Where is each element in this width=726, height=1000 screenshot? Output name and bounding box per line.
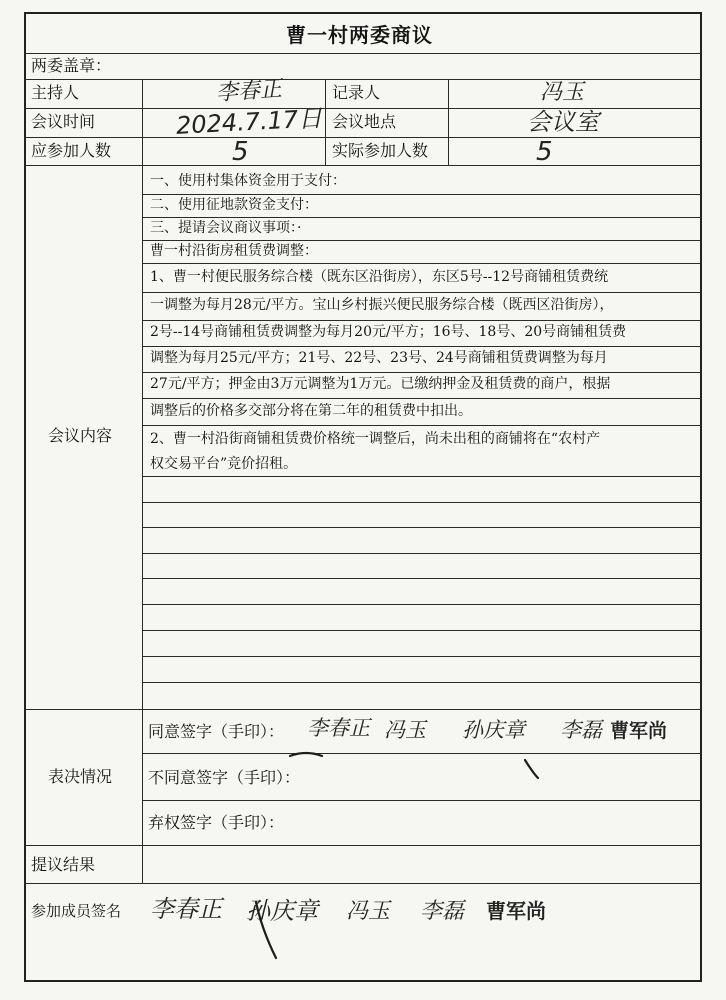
column-divider <box>325 79 326 165</box>
ruled-line <box>142 425 702 426</box>
agree-signature: 李磊 <box>560 718 602 742</box>
content-line: 权交易平台”竞价招租。 <box>150 456 298 472</box>
ruled-line <box>142 527 702 528</box>
ruled-line <box>142 656 702 657</box>
ruled-line <box>142 604 702 605</box>
host-label: 主持人 <box>31 83 80 102</box>
ruled-line <box>142 502 702 503</box>
ruled-line <box>142 346 702 347</box>
vote-label: 表决情况 <box>48 767 113 786</box>
content-line: 27元/平方；押金由3万元调整为1万元。已缴纳押金及租赁费的商户，根据 <box>150 376 611 392</box>
ruled-line <box>142 476 702 477</box>
host-signature: 李春正 <box>215 76 283 107</box>
ruled-line <box>142 753 702 754</box>
ruled-line <box>142 398 702 399</box>
ruled-line <box>142 682 702 683</box>
divider <box>24 53 702 54</box>
divider <box>24 108 702 109</box>
member-signature: 李磊 <box>420 899 465 924</box>
divider <box>24 845 702 846</box>
agree-signature: 李春正 <box>307 716 370 740</box>
member-signature: 冯玉 <box>346 899 391 924</box>
ruled-line <box>142 292 702 293</box>
expected-attendees-value: 5 <box>232 137 249 167</box>
recorder-signature: 冯玉 <box>540 80 585 105</box>
column-divider <box>142 79 143 883</box>
content-line: 一调整为每月28元/平方。宝山乡村振兴便民服务综合楼（既西区沿街房）， <box>150 297 614 313</box>
content-line: 调整为每月25元/平方；21号、22号、23号、24号商铺租赁费调整为每月 <box>150 350 608 366</box>
seal-label: 两委盖章： <box>31 56 112 75</box>
divider <box>24 137 702 138</box>
content-line: 调整后的价格多交部分将在第二年的租赁费中扣出。 <box>150 403 472 419</box>
meeting-time-value: 2024.7.17日 <box>175 104 323 140</box>
member-signature: 李春正 <box>150 895 222 923</box>
ruled-line <box>142 217 702 218</box>
agree-signature: 冯玉 <box>384 718 426 742</box>
ruled-line <box>142 372 702 373</box>
ruled-line <box>142 553 702 554</box>
abstain-label: 弃权签字（手印）： <box>148 813 285 832</box>
meeting-place-value: 会议室 <box>527 108 599 136</box>
content-label: 会议内容 <box>48 426 113 445</box>
divider <box>24 883 702 884</box>
divider <box>24 165 702 166</box>
content-line: 1、曹一村便民服务综合楼（既东区沿街房），东区5号--12号商铺租赁费统 <box>150 269 609 285</box>
recorder-label: 记录人 <box>332 83 381 102</box>
content-line: 2号--14号商铺租赁费调整为每月20元/平方；16号、18号、20号商铺租赁费 <box>150 324 627 340</box>
result-label: 提议结果 <box>31 855 96 874</box>
members-label: 参加成员签名 <box>31 902 122 920</box>
actual-attendees-value: 5 <box>536 137 553 167</box>
disagree-label: 不同意签字（手印）： <box>148 768 301 787</box>
ruled-line <box>142 263 702 264</box>
ruled-line <box>142 240 702 241</box>
ruled-line <box>142 320 702 321</box>
member-signature: 孙庆章 <box>246 897 318 925</box>
divider <box>24 79 702 80</box>
agree-signature: 曹军尚 <box>610 720 668 742</box>
divider <box>24 709 702 710</box>
content-line: 二、使用征地款资金支付： <box>150 197 318 213</box>
ruled-line <box>142 578 702 579</box>
content-line: 一、使用村集体资金用于支付： <box>150 173 346 189</box>
agree-signature: 孙庆章 <box>462 718 525 742</box>
column-divider <box>448 79 449 165</box>
ruled-line <box>142 630 702 631</box>
agree-label: 同意签字（手印）： <box>148 722 285 741</box>
ruled-line <box>142 194 702 195</box>
ruled-line <box>142 800 702 801</box>
expected-attendees-label: 应参加人数 <box>31 141 112 160</box>
form-title: 曹一村两委商议 <box>286 23 433 47</box>
meeting-place-label: 会议地点 <box>332 112 397 131</box>
meeting-time-label: 会议时间 <box>31 112 96 131</box>
actual-attendees-label: 实际参加人数 <box>332 141 429 160</box>
content-line: 三、提请会议商议事项：· <box>150 220 302 236</box>
content-line: 曹一村沿街房租赁费调整： <box>150 243 318 259</box>
member-signature: 曹军尚 <box>486 899 546 923</box>
content-line: 2、曹一村沿街商铺租赁费价格统一调整后，尚未出租的商铺将在“农村产 <box>150 431 601 447</box>
